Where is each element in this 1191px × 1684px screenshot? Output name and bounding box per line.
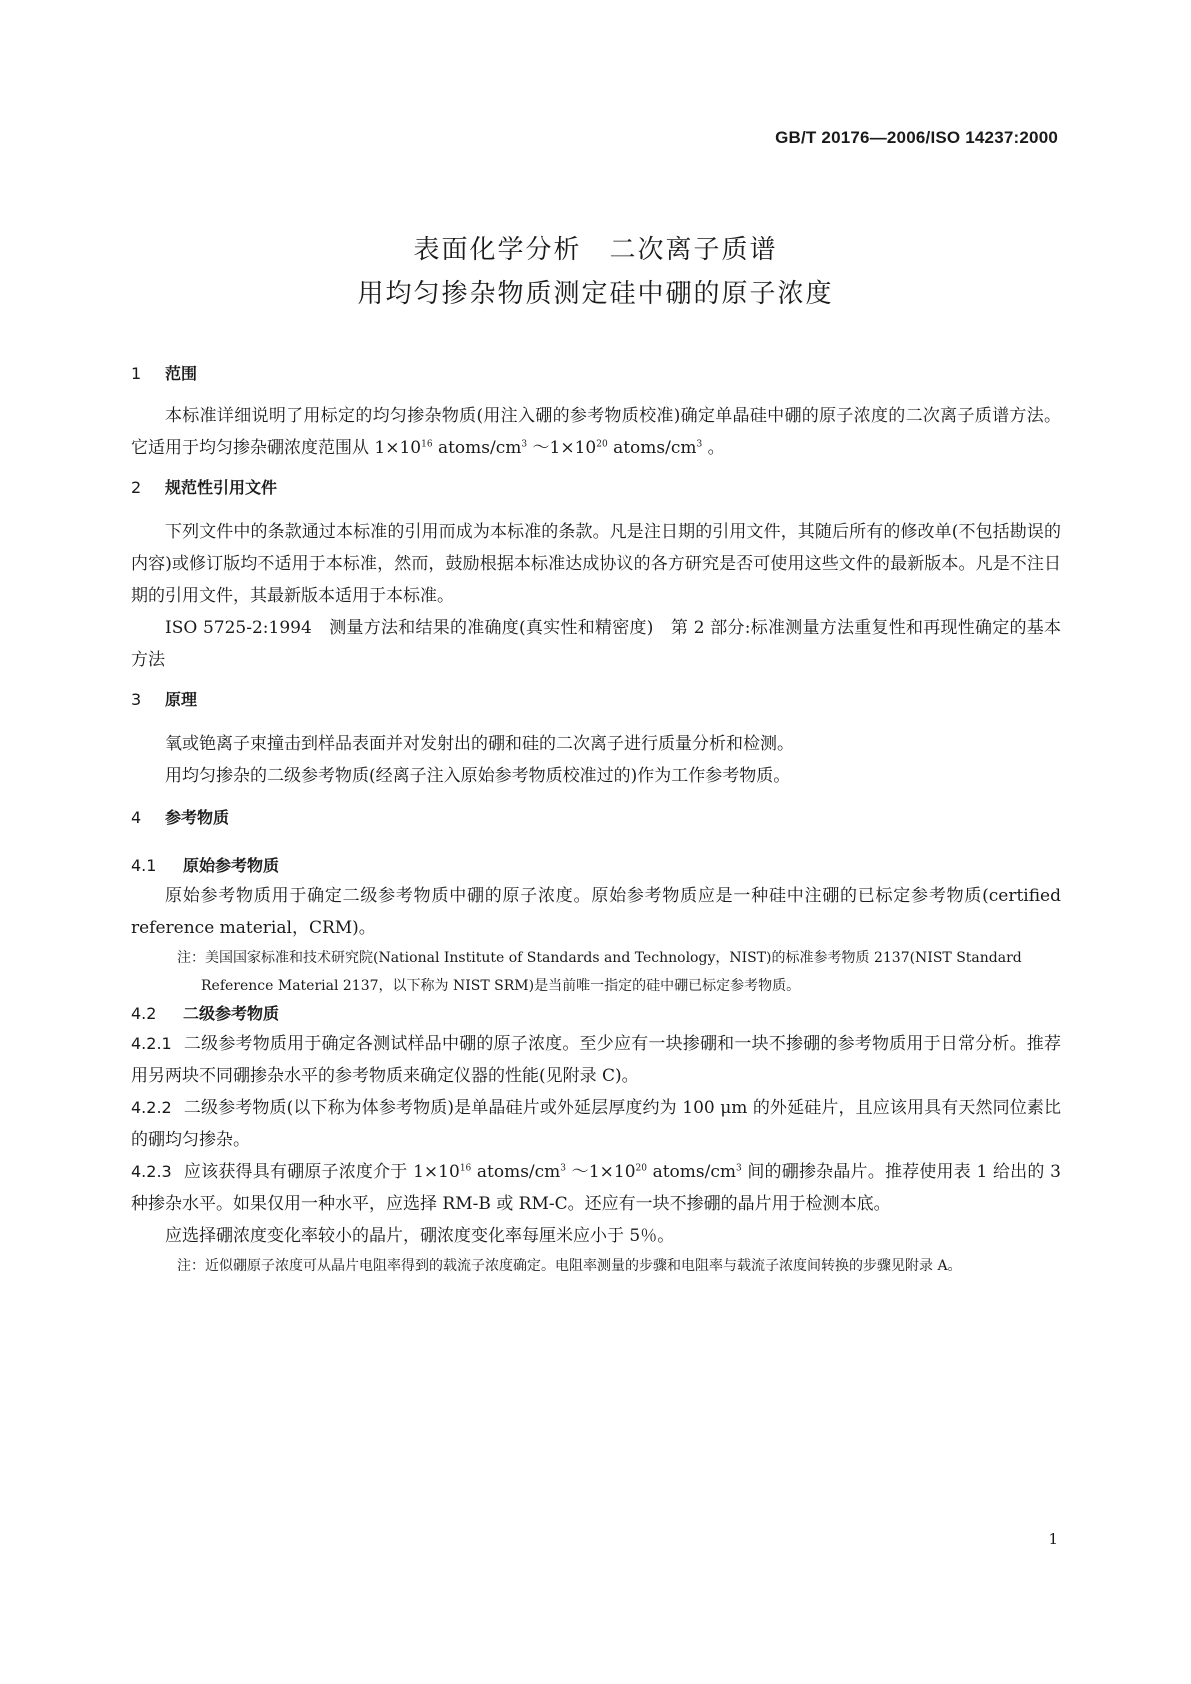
document-body (131, 362, 1061, 1280)
note-resistivity: 注：近似硼原子浓度可从晶片电阻率得到的载流子浓度确定。电阻率测量的步骤和电阻率与载流子浓度间转换的步骤见附录 A。 (177, 1258, 962, 1274)
principle-paragraph-2: 用均匀掺杂的二级参考物质(经离子注入原始参考物质校准过的)作为工作参考物质。 (165, 766, 791, 786)
clause-4-2-2: 4.2.2 二级参考物质(以下称为体参考物质)是单晶硅片或外延层厚度约为 100 μm 的外延硅片，且应该用具有天然同位素比的硼均匀掺杂。 (131, 1098, 1061, 1150)
section-4-heading (131, 806, 1061, 830)
section-title: 参考物质 (165, 808, 230, 827)
section-1-heading (131, 362, 1061, 386)
title-line-2: 用均匀掺杂物质测定硅中硼的原子浓度 (357, 279, 834, 309)
subsection-title: 原始参考物质 (183, 856, 280, 875)
subsection-4-2-heading (131, 1000, 1061, 1028)
section-number: 3 (131, 690, 142, 709)
section-2-heading (131, 476, 1061, 500)
note-nist-srm: 注：美国国家标准和技术研究院(National Institute of Standards and Technology，NIST)的标准参考物质 2137(NIST Standard Reference Material 2137，以下称为 NIST SRM)是当前唯一指定的硅中硼已标定参考物质。 (177, 950, 1022, 994)
variation-rate-paragraph: 应选择硼浓度变化率较小的晶片，硼浓度变化率每厘米应小于 5％。 (165, 1226, 675, 1246)
section-number: 2 (131, 478, 142, 497)
page-number: 1 (1048, 1530, 1058, 1548)
normative-ref-paragraph: 下列文件中的条款通过本标准的引用而成为本标准的条款。凡是注日期的引用文件，其随后所有的修改单(不包括勘误的内容)或修订版均不适用于本标准，然而，鼓励根据本标准达成协议的各方研究是否可使用这些文件的最新版本。凡是不注日期的引用文件，其最新版本适用于本标准。 (131, 522, 1061, 606)
title-line-1: 表面化学分析 二次离子质谱 (413, 235, 778, 265)
subsection-number: 4.1 (131, 856, 157, 875)
subsection-number: 4.2 (131, 1004, 157, 1023)
clause-4-2-1: 4.2.1 二级参考物质用于确定各测试样品中硼的原子浓度。至少应有一块掺硼和一块不掺硼的参考物质用于日常分析。推荐用另两块不同硼掺杂水平的参考物质来确定仪器的性能(见附录 C)。 (131, 1034, 1061, 1086)
section-number: 4 (131, 808, 142, 827)
normative-ref-item: ISO 5725-2:1994 测量方法和结果的准确度(真实性和精密度) 第 2 部分:标准测量方法重复性和再现性确定的基本方法 (131, 618, 1061, 670)
document-title (0, 228, 1191, 316)
section-title: 规范性引用文件 (165, 478, 278, 497)
primary-rm-paragraph: 原始参考物质用于确定二级参考物质中硼的原子浓度。原始参考物质应是一种硅中注硼的已标定参考物质(certified reference material，CRM)。 (131, 886, 1061, 938)
standard-code: GB/T 20176—2006/ISO 14237:2000 (775, 128, 1058, 147)
scope-paragraph: 本标准详细说明了用标定的均匀掺杂物质(用注入硼的参考物质校准)确定单晶硅中硼的原子浓度的二次离子质谱方法。它适用于均匀掺杂硼浓度范围从 $1\times 10^{16}$ atoms/$cm^3$ $\sim 1\times 10^{20}$ atoms/$cm^3$ 。 (131, 406, 1061, 458)
principle-paragraph-1: 氧或铯离子束撞击到样品表面并对发射出的硼和硅的二次离子进行质量分析和检测。 (165, 734, 794, 754)
subsection-4-1-heading (131, 852, 1061, 880)
section-title: 范围 (165, 364, 198, 383)
section-number: 1 (131, 364, 142, 383)
section-title: 原理 (165, 690, 198, 709)
subsection-title: 二级参考物质 (183, 1004, 280, 1023)
clause-4-2-3: 4.2.3 应该获得具有硼原子浓度介于 $1\times 10^{16}$ atoms/$cm^3$ $\sim 1\times 10^{20}$ atoms/$cm^3$ 间的硼掺杂晶片。推荐使用表 1 给出的 3 种掺杂水平。如果仅用一种水平，应选择 RM-B 或 RM-C。还应有一块不掺硼的晶片用于检测本底。 (131, 1162, 1061, 1214)
section-3-heading (131, 688, 1061, 712)
